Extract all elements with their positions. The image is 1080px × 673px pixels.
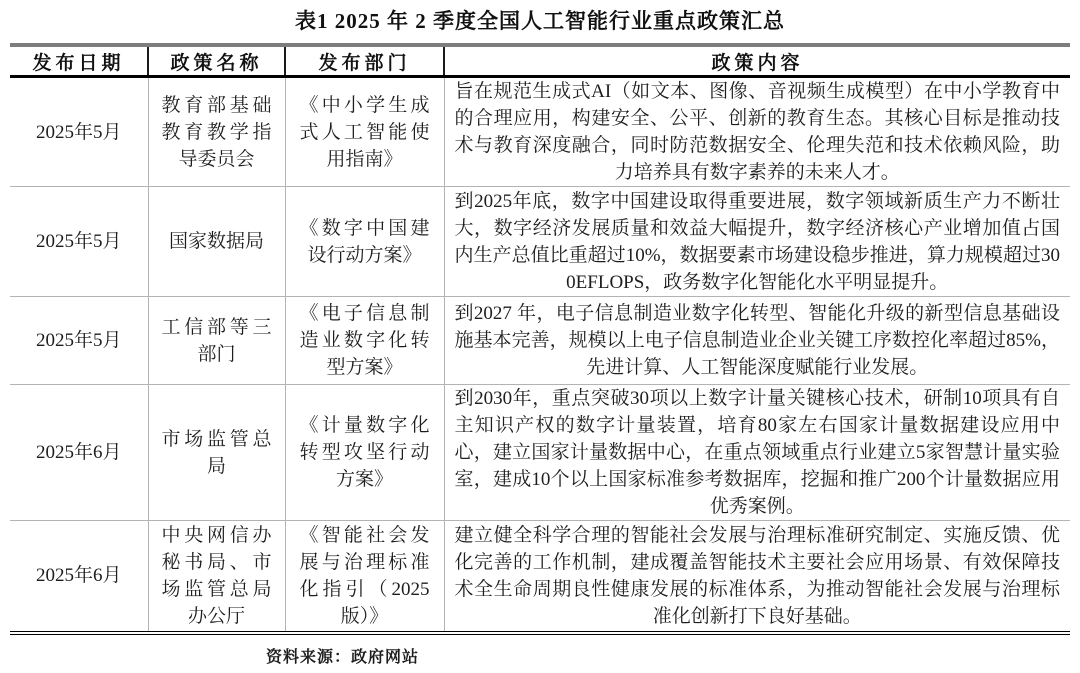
table-title: 表1 2025 年 2 季度全国人工智能行业重点政策汇总 bbox=[295, 9, 785, 33]
publish-date-cell: 2025年5月 bbox=[10, 297, 148, 385]
header-issuing-dept: 发布部门 bbox=[285, 45, 444, 77]
publish-date-cell: 2025年5月 bbox=[10, 77, 148, 187]
policy-name-cell: 市场监管总局 bbox=[148, 385, 285, 521]
policy-content-cell: 到2027 年，电子信息制造业数字化转型、智能化升级的新型信息基础设施基本完善，规模以上电子信息制造业企业关键工序数控化率超过85%，先进计算、人工智能深度赋能行业发展。 bbox=[444, 297, 1070, 385]
publish-date-cell: 2025年5月 bbox=[10, 187, 148, 297]
policy-name-cell: 国家数据局 bbox=[148, 187, 285, 297]
issuing-dept-cell: 《中小学生成式人工智能使用指南》 bbox=[285, 77, 444, 187]
header-publish-date: 发布日期 bbox=[10, 45, 148, 77]
publish-date-cell: 2025年6月 bbox=[10, 521, 148, 633]
source-note: 资料来源：政府网站 bbox=[266, 648, 420, 666]
table-row bbox=[10, 385, 1070, 521]
policy-table bbox=[10, 43, 1070, 635]
issuing-dept-cell: 《电子信息制造业数字化转型方案》 bbox=[285, 297, 444, 385]
publish-date-cell: 2025年6月 bbox=[10, 385, 148, 521]
issuing-dept-cell: 《智能社会发展与治理标准化指引（2025版）》 bbox=[285, 521, 444, 633]
policy-content-cell: 建立健全科学合理的智能社会发展与治理标准研究制定、实施反馈、优化完善的工作机制，建成覆盖智能技术主要社会应用场景、有效保障技术全生命周期良性健康发展的标准体系，为推动智能社会发展与治理标准化创新打下良好基础。 bbox=[454, 524, 1060, 627]
policy-name-cell: 教育部基础教育教学指导委员会 bbox=[148, 77, 285, 187]
table-row bbox=[10, 521, 1070, 633]
policy-name-cell: 工信部等三部门 bbox=[148, 297, 285, 385]
issuing-dept-cell: 《计量数字化转型攻坚行动方案》 bbox=[285, 385, 444, 521]
issuing-dept-cell: 《数字中国建设行动方案》 bbox=[285, 187, 444, 297]
table-row bbox=[10, 297, 1070, 385]
header-policy-content: 政策内容 bbox=[444, 45, 1070, 77]
policy-content-cell: 到2025年底，数字中国建设取得重要进展，数字领域新质生产力不断壮大，数字经济发展质量和效益大幅提升，数字经济核心产业增加值占国内生产总值比重超过10%，数据要素市场建设稳步推进，算力规模超过300EFLOPS，政务数字化智能化水平明显提升。 bbox=[444, 187, 1070, 297]
policy-name-cell: 中央网信办秘书局、市场监管总局办公厅 bbox=[148, 521, 285, 633]
header-policy-name: 政策名称 bbox=[148, 45, 285, 77]
table-row bbox=[10, 77, 1070, 187]
policy-content-cell: 到2030年，重点突破30项以上数字计量关键核心技术，研制10项具有自主知识产权的数字计量装置，培育80家左右国家计量数据建设应用中心，建立国家计量数据中心，在重点领域重点行业建立5家智慧计量实验室，建成10个以上国家标准参考数据库，挖掘和推广200个计量数据应用优秀案例。 bbox=[444, 385, 1070, 521]
table-header-row bbox=[10, 45, 1070, 77]
policy-content-cell: 旨在规范生成式AI（如文本、图像、音视频生成模型）在中小学教育中的合理应用，构建安全、公平、创新的教育生态。其核心目标是推动技术与教育深度融合，同时防范数据安全、伦理失范和技术依赖风险，助力培养具有数字素养的未来人才。 bbox=[444, 77, 1070, 187]
table-row bbox=[10, 187, 1070, 297]
